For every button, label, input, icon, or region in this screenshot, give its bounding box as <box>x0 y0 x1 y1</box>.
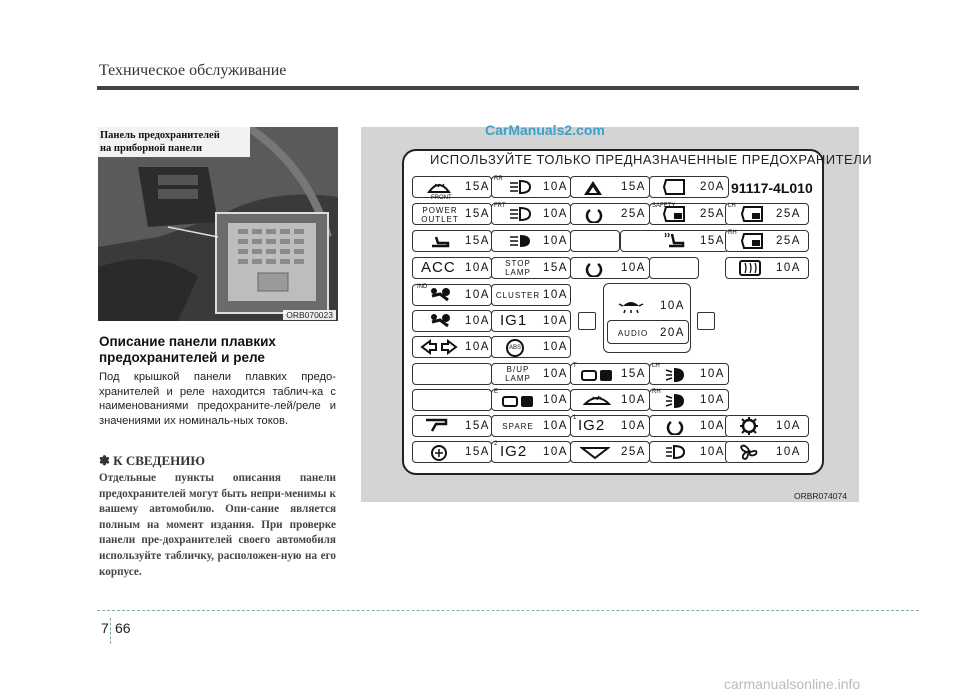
fuse-amp: 15A <box>465 208 490 220</box>
label-abs: ABS <box>509 345 522 351</box>
label-lamp: LAMP <box>505 374 531 383</box>
page-separator <box>110 618 111 644</box>
label-rh: RH <box>728 230 737 236</box>
photo-caption-line1: Панель предохранителей <box>100 130 220 141</box>
fog-lamp-icon <box>508 206 532 222</box>
power-icon <box>585 205 603 223</box>
wiper-icon <box>580 444 610 460</box>
page-header-title: Техническое обслуживание <box>99 62 287 79</box>
fuse-amp: 15A <box>465 446 490 458</box>
fuse-cell <box>412 389 492 411</box>
fuse-amp: 25A <box>621 208 646 220</box>
label-safety: SAFETY <box>652 203 676 209</box>
site-watermark: carmanualsonline.info <box>724 676 861 692</box>
engine-icon <box>578 367 614 383</box>
label-stop: STOP <box>505 259 531 268</box>
fuse-amp: 25A <box>776 235 801 247</box>
label-rr: RR <box>494 176 503 182</box>
fuse-amp: 10A <box>621 394 646 406</box>
label-bup-lamp <box>496 365 540 383</box>
fuse-amp: 15A <box>465 235 490 247</box>
label-spare: SPARE <box>502 422 534 431</box>
photo-caption <box>98 127 250 157</box>
fuse-amp: 10A <box>543 368 568 380</box>
fuse-amp: 15A <box>700 235 725 247</box>
spare-socket <box>697 312 715 330</box>
section-heading-line2: предохранителей и реле <box>99 350 265 365</box>
label-ig2: IG2 <box>578 417 606 434</box>
fuse-amp: 15A <box>621 368 646 380</box>
headlamp-icon <box>508 233 532 249</box>
fog-lamp-icon <box>508 179 532 195</box>
label-outlet: OUTLET <box>421 215 459 224</box>
power-window-icon <box>740 205 766 223</box>
fuse-amp: 10A <box>543 289 568 301</box>
fuse-amp: 25A <box>776 208 801 220</box>
fuse-amp: 15A <box>465 181 490 193</box>
rear-defroster-icon <box>738 259 762 277</box>
label-front: FRONT <box>431 195 452 201</box>
label-t: T <box>573 363 577 369</box>
fuse-amp: 10A <box>543 446 568 458</box>
label-e: E <box>494 389 499 395</box>
label-one: 1 <box>573 415 577 421</box>
page-number: 66 <box>115 620 131 636</box>
door-lock-icon <box>662 205 688 223</box>
room-lamp-icon <box>617 296 645 314</box>
section-heading <box>99 334 335 366</box>
note-heading: ✽ К СВЕДЕНИЮ <box>99 453 206 468</box>
photo-code: ORB070023 <box>283 310 336 320</box>
fuse-amp: 10A <box>621 420 646 432</box>
fuse-amp: 10A <box>776 420 801 432</box>
fuse-amp: 25A <box>700 208 725 220</box>
label-power-outlet <box>418 206 462 224</box>
note-body: Отдельные пункты описания панели предохранителей могут быть непри-менимы к вашему автомобилю. Опи-сание является полным на момент издания. При проверке панели пре-дохранителей своего автомобиля используйте табличку, расположен-ную на его корпусе. <box>99 472 336 578</box>
label-cluster: CLUSTER <box>495 291 541 300</box>
headlamp-level-icon <box>664 366 686 384</box>
fuse-amp: 10A <box>543 341 568 353</box>
washer-icon <box>583 392 611 408</box>
fuse-amp: 10A <box>776 262 801 274</box>
label-ig2: IG2 <box>500 443 528 460</box>
section-heading-line1: Описание панели плавких <box>99 334 276 349</box>
door-icon <box>662 178 688 196</box>
airbag-icon <box>428 286 452 304</box>
blower-fan-icon <box>738 442 760 462</box>
label-bup: B/UP <box>506 365 530 374</box>
hazard-icon <box>582 179 604 197</box>
fuse-amp: 15A <box>543 262 568 274</box>
fuse-amp: 10A <box>465 341 490 353</box>
fuse-amp: 10A <box>543 420 568 432</box>
headlamp-icon <box>664 444 686 460</box>
part-number: 91117-4L010 <box>731 180 813 196</box>
label-acc: ACC <box>421 259 456 276</box>
fuse-amp: 10A <box>543 208 568 220</box>
chapter-number: 7 <box>101 620 109 636</box>
turn-signal-icon <box>420 339 458 355</box>
footer-rule <box>97 610 919 611</box>
fuse-amp: 10A <box>700 446 725 458</box>
fuse-amp: 10A <box>700 420 725 432</box>
fuse-cell <box>570 230 620 252</box>
fuse-amp: 15A <box>465 420 490 432</box>
fuse-amp: 10A <box>543 235 568 247</box>
fuse-amp: 10A <box>465 289 490 301</box>
diagram-code: ORBR074074 <box>794 491 847 501</box>
fuse-amp: 10A <box>660 300 685 312</box>
label-power: POWER <box>422 206 458 215</box>
fuse-cell <box>649 257 699 279</box>
photo-caption-line2: на приборной панели <box>100 143 202 154</box>
label-rh: RH <box>652 389 661 395</box>
label-frt: FRT <box>494 203 506 209</box>
fuse-amp: 10A <box>776 446 801 458</box>
spare-socket <box>578 312 596 330</box>
label-lamp: LAMP <box>505 268 531 277</box>
ac-compressor-icon <box>738 416 760 436</box>
fuse-amp: 10A <box>543 394 568 406</box>
label-audio: AUDIO <box>617 329 649 338</box>
fuse-amp: 20A <box>700 181 725 193</box>
fuse-amp: 10A <box>700 368 725 380</box>
headlamp-level-icon <box>664 392 686 410</box>
defroster-icon <box>426 180 452 196</box>
fuse-amp: 10A <box>465 262 490 274</box>
fuse-amp: 20A <box>660 327 685 339</box>
fuse-amp: 10A <box>543 181 568 193</box>
seat-icon <box>428 233 452 249</box>
fuse-amp: 10A <box>543 315 568 327</box>
label-ig1: IG1 <box>500 312 528 329</box>
mirror-icon <box>424 418 452 434</box>
fuse-amp: 25A <box>621 446 646 458</box>
power-icon <box>585 259 603 277</box>
fuse-cell <box>412 363 492 385</box>
fuse-amp: 10A <box>700 394 725 406</box>
header-rule <box>97 86 859 90</box>
fuse-amp: 15A <box>621 181 646 193</box>
label-lh: LH <box>652 363 660 369</box>
engine-icon <box>499 393 535 409</box>
fuse-amp: 10A <box>621 262 646 274</box>
power-icon <box>666 417 684 435</box>
power-window-icon <box>740 232 766 250</box>
horn-icon <box>429 443 449 461</box>
airbag-icon <box>428 312 452 330</box>
section-body: Под крышкой панели плавких предо-хранителей и реле находится таблич-ка с наименованиями предохраните-лей/реле и значениями их номиналь-ных токов. <box>99 371 336 427</box>
fuse-amp: 10A <box>465 315 490 327</box>
fuse-board-title: ИСПОЛЬЗУЙТЕ ТОЛЬКО ПРЕДНАЗНАЧЕННЫЕ ПРЕДОХРАНИТЕЛИ <box>430 152 873 167</box>
diagram-watermark: CarManuals2.com <box>485 122 605 138</box>
seat-heater-icon <box>663 231 687 249</box>
label-lh: LH <box>728 203 736 209</box>
fuse-panel-photo <box>98 127 338 321</box>
label-ind: IND <box>417 284 428 290</box>
label-two: 2 <box>494 441 498 447</box>
label-stop-lamp <box>496 259 540 277</box>
